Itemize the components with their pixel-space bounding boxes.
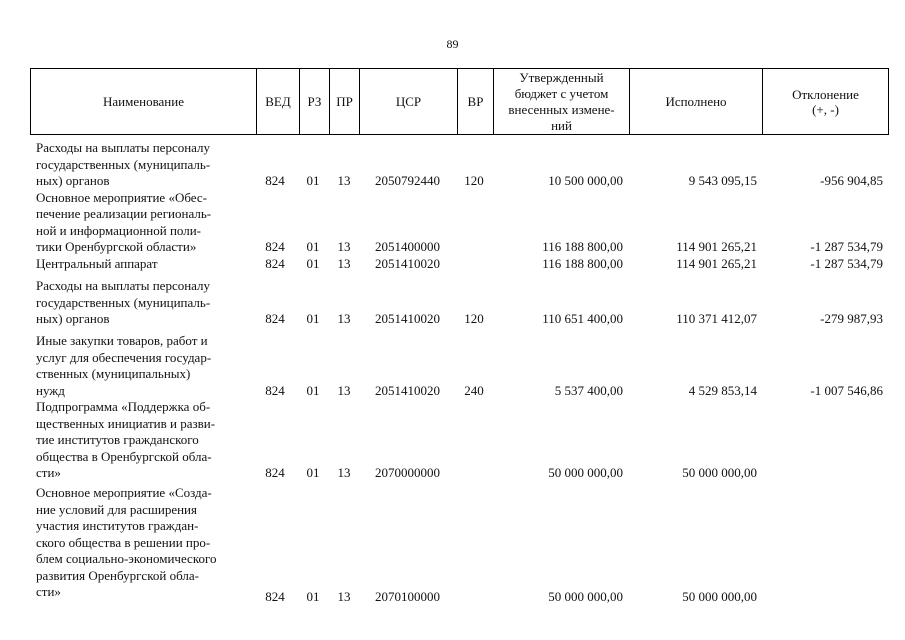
row-executed: 114 901 265,21	[676, 255, 757, 271]
row-ved: 824	[265, 311, 285, 326]
row-name: Центральный аппарат	[36, 255, 158, 271]
row-pr: 13	[337, 382, 351, 398]
row-csr: 2051410020	[375, 382, 440, 398]
row-ved: 824	[265, 465, 285, 480]
row-name: Иные закупки товаров, работ и услуг для обеспечения государ- ственных (муниципальных) нужд	[36, 333, 212, 398]
header-vr: ВР	[457, 69, 493, 134]
row-rz: 01	[306, 173, 320, 188]
row-budget: 50 000 000,00	[548, 589, 623, 604]
header-budget-line: бюджет с учетом	[514, 86, 609, 101]
row-ved: 824	[265, 255, 285, 271]
row-rz: 01	[306, 239, 320, 254]
row-executed: 50 000 000,00	[682, 589, 757, 604]
header-deviation-line: (+, -)	[812, 101, 839, 117]
header-name: Наименование	[103, 94, 184, 109]
row-deviation: -1 287 534,79	[810, 255, 883, 271]
row-ved: 824	[265, 173, 285, 188]
row-name: Подпрограмма «Поддержка об- щественных инициатив и разви- тие институтов гражданского общества в Оренбургской обла- сти»	[36, 399, 216, 480]
row-vr: 120	[464, 311, 484, 326]
row-csr: 2051410020	[375, 311, 440, 326]
row-budget: 50 000 000,00	[548, 465, 623, 480]
row-csr: 2070100000	[375, 589, 440, 604]
table-header	[30, 68, 889, 135]
header-deviation	[762, 69, 888, 134]
row-vr: 240	[464, 382, 484, 398]
row-name: Расходы на выплаты персоналу государственных (муниципаль- ных) органов	[36, 278, 211, 326]
row-ved: 824	[265, 382, 285, 398]
header-csr: ЦСР	[359, 69, 457, 134]
row-pr: 13	[337, 589, 351, 604]
row-ved: 824	[265, 239, 285, 254]
row-rz: 01	[306, 589, 320, 604]
row-name: Основное мероприятие «Обес- печение реализации региональ- ной и информационной поли- тики Оренбургской области»	[36, 189, 212, 254]
row-executed: 50 000 000,00	[682, 465, 757, 480]
row-name: Расходы на выплаты персоналу государственных (муниципаль- ных) органов	[36, 140, 211, 188]
row-vr: 120	[464, 173, 484, 188]
row-pr: 13	[337, 465, 351, 480]
page-number: 89	[446, 37, 459, 51]
header-executed: Исполнено	[629, 69, 762, 134]
header-budget-line: внесенных измене-	[508, 102, 615, 117]
row-csr: 2051400000	[375, 239, 440, 254]
row-rz: 01	[306, 311, 320, 326]
header-budget-line: ний	[551, 118, 572, 133]
row-pr: 13	[337, 311, 351, 326]
header-rz: РЗ	[299, 69, 329, 134]
row-pr: 13	[337, 173, 351, 188]
row-pr: 13	[337, 255, 351, 271]
row-deviation: -956 904,85	[820, 173, 883, 188]
row-deviation: -1 007 546,86	[810, 382, 883, 398]
row-budget: 10 500 000,00	[548, 173, 623, 188]
row-budget: 5 537 400,00	[554, 382, 623, 398]
row-rz: 01	[306, 465, 320, 480]
row-name: Основное мероприятие «Созда- ние условий для расширения участия институтов граждан- ского общества в решении про- блем социально-экономического развития Оренбургской обла- сти»	[36, 485, 217, 599]
row-budget: 116 188 800,00	[542, 239, 623, 254]
row-ved: 824	[265, 589, 285, 604]
row-pr: 13	[337, 239, 351, 254]
header-ved: ВЕД	[256, 69, 299, 134]
row-csr: 2051410020	[375, 255, 440, 271]
header-budget-line: Утвержденный	[519, 70, 604, 85]
header-deviation-line: Отклонение	[792, 86, 859, 102]
row-deviation: -279 987,93	[820, 311, 883, 326]
row-executed: 110 371 412,07	[676, 311, 757, 326]
row-csr: 2050792440	[375, 173, 440, 188]
row-executed: 114 901 265,21	[676, 239, 757, 254]
row-csr: 2070000000	[375, 465, 440, 480]
row-executed: 4 529 853,14	[688, 382, 757, 398]
row-rz: 01	[306, 255, 320, 271]
row-budget: 110 651 400,00	[542, 311, 623, 326]
header-budget	[493, 69, 629, 134]
row-executed: 9 543 095,15	[688, 173, 757, 188]
header-pr: ПР	[329, 69, 359, 134]
row-rz: 01	[306, 382, 320, 398]
row-deviation: -1 287 534,79	[810, 239, 883, 254]
row-budget: 116 188 800,00	[542, 255, 623, 271]
